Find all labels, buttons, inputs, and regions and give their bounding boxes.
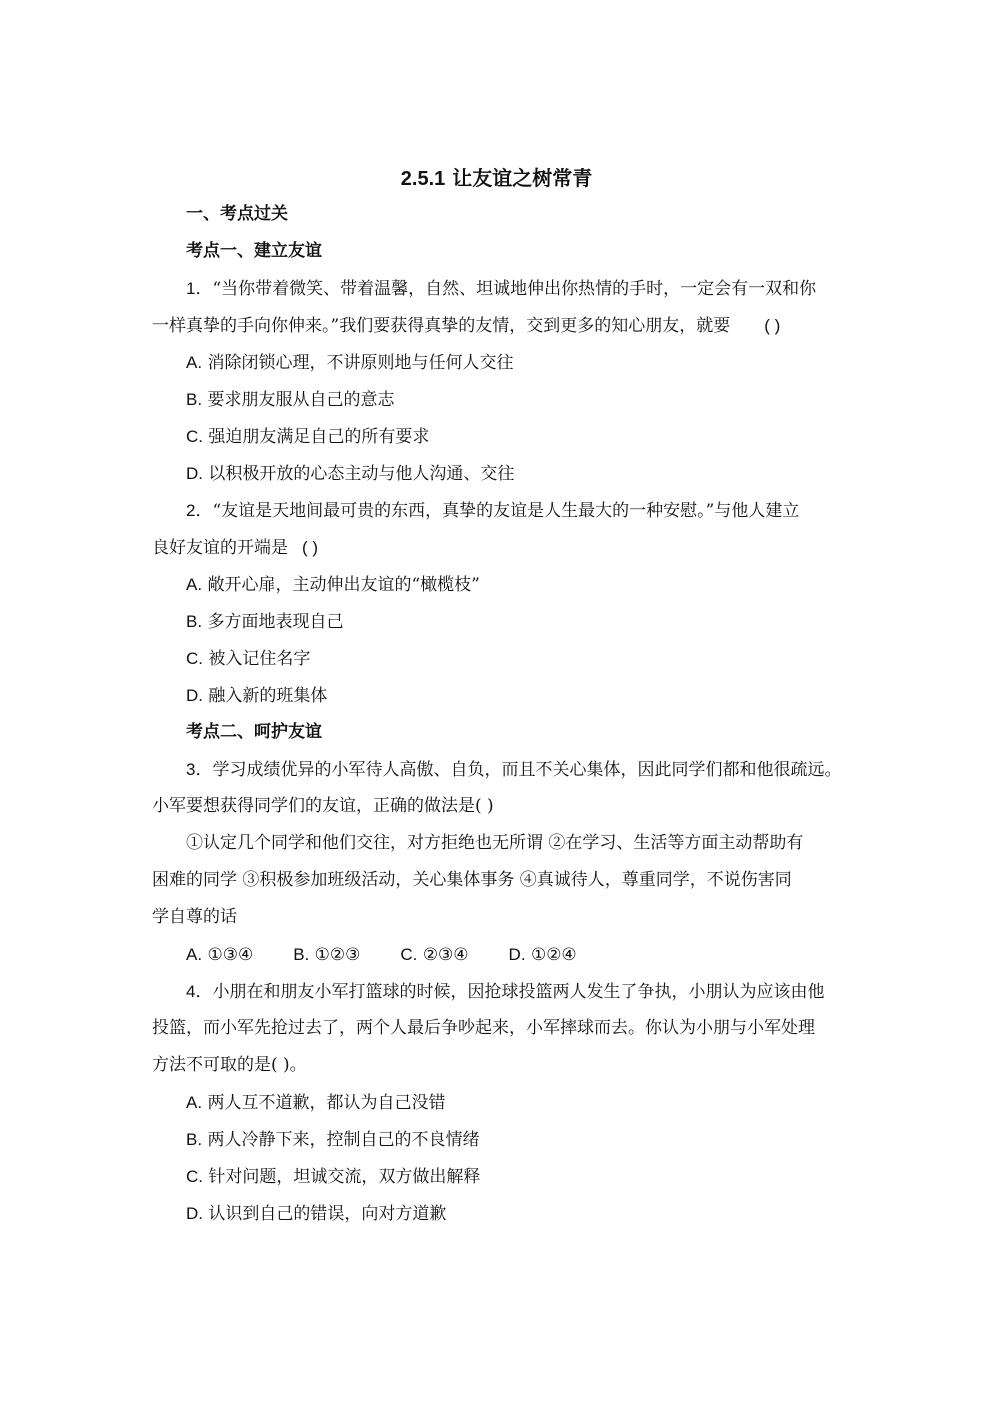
question-3-statements-3: 学自尊的话 bbox=[152, 907, 237, 927]
question-1-number: 1． bbox=[186, 279, 213, 298]
question-4-line-2: 投篮，而小军先抢过去了，两个人最后争吵起来，小军摔球而去。你认为小朋与小军处理 bbox=[152, 1018, 815, 1038]
question-1-text-2: 一样真挚的手向你伸来。”我们要获得真挚的友情，交到更多的知心朋友，就要 bbox=[152, 316, 731, 336]
question-2-number: 2． bbox=[186, 501, 213, 520]
question-1-line-1 bbox=[152, 270, 872, 307]
question-4-text-1: 小朋在和朋友小军打篮球的时候，因抢球投篮两人发生了争执，小朋认为应该由他 bbox=[212, 982, 825, 1002]
question-2-option-a: A. 敞开心扉，主动伸出友谊的“橄榄枝” bbox=[186, 575, 480, 595]
question-1-text-1: “当你带着微笑、带着温馨，自然、坦诚地伸出你热情的手时，一定会有一双和你 bbox=[212, 279, 817, 299]
question-3-number: 3． bbox=[186, 760, 213, 779]
document-body bbox=[152, 196, 872, 1232]
question-4-line-1 bbox=[152, 973, 872, 1010]
document-title bbox=[0, 160, 993, 197]
section-heading: 一、考点过关 bbox=[186, 204, 288, 224]
question-3-line-2: 小军要想获得同学们的友谊，正确的做法是( ) bbox=[152, 796, 494, 816]
question-3-statements-1: ①认定几个同学和他们交往，对方拒绝也无所谓 ②在学习、生活等方面主动帮助有 bbox=[186, 833, 804, 853]
question-3-option-b: B. ①②③ bbox=[293, 945, 361, 965]
question-2-option-c: C. 被入记住名字 bbox=[186, 649, 311, 669]
point-heading-2: 考点二、呵护友谊 bbox=[186, 722, 322, 742]
question-3-text-1: 学习成绩优异的小军待人高傲、自负，而且不关心集体，因此同学们都和他很疏远。 bbox=[212, 760, 842, 780]
question-3-option-c: C. ②③④ bbox=[400, 945, 469, 965]
question-4-line-3: 方法不可取的是( )。 bbox=[152, 1055, 307, 1075]
question-1-option-b: B. 要求朋友服从自己的意志 bbox=[186, 390, 395, 410]
question-3-line-1 bbox=[152, 751, 872, 788]
question-4-option-b: B. 两人冷静下来，控制自己的不良情绪 bbox=[186, 1130, 480, 1150]
question-2-option-d: D. 融入新的班集体 bbox=[186, 686, 328, 706]
question-1-line-2 bbox=[152, 307, 872, 344]
question-1-option-d: D. 以积极开放的心态主动与他人沟通、交往 bbox=[186, 464, 515, 484]
question-2-line-2 bbox=[152, 529, 872, 566]
answer-blank: ( ) bbox=[764, 316, 781, 335]
question-2-option-b: B. 多方面地表现自己 bbox=[186, 612, 344, 632]
question-3-option-a: A. ①③④ bbox=[186, 945, 254, 965]
question-4-number: 4． bbox=[186, 982, 213, 1001]
question-4-option-a: A. 两人互不道歉，都认为自己没错 bbox=[186, 1093, 446, 1113]
question-3-option-d: D. ①②④ bbox=[508, 945, 577, 965]
answer-blank: ( ) bbox=[302, 538, 319, 557]
question-4-option-c: C. 针对问题，坦诚交流，双方做出解释 bbox=[186, 1167, 481, 1187]
title-number: 2.5.1 bbox=[400, 168, 446, 190]
question-1-option-c: C. 强迫朋友满足自己的所有要求 bbox=[186, 427, 430, 447]
title-text: 让友谊之树常青 bbox=[452, 166, 593, 190]
question-3-statements-2: 困难的同学 ③积极参加班级活动，关心集体事务 ④真诚待人，尊重同学，不说伤害同 bbox=[152, 870, 792, 890]
point-heading-1: 考点一、建立友谊 bbox=[186, 241, 322, 261]
question-4-option-d: D. 认识到自己的错误，向对方道歉 bbox=[186, 1204, 447, 1224]
question-1-option-a: A. 消除闭锁心理，不讲原则地与任何人交往 bbox=[186, 353, 514, 373]
question-3-options bbox=[152, 936, 872, 973]
question-2-text-1: “友谊是天地间最可贵的东西，真挚的友谊是人生最大的一种安慰。”与他人建立 bbox=[212, 501, 800, 521]
question-2-line-1 bbox=[152, 492, 872, 529]
question-2-text-2: 良好友谊的开端是 bbox=[152, 538, 288, 558]
